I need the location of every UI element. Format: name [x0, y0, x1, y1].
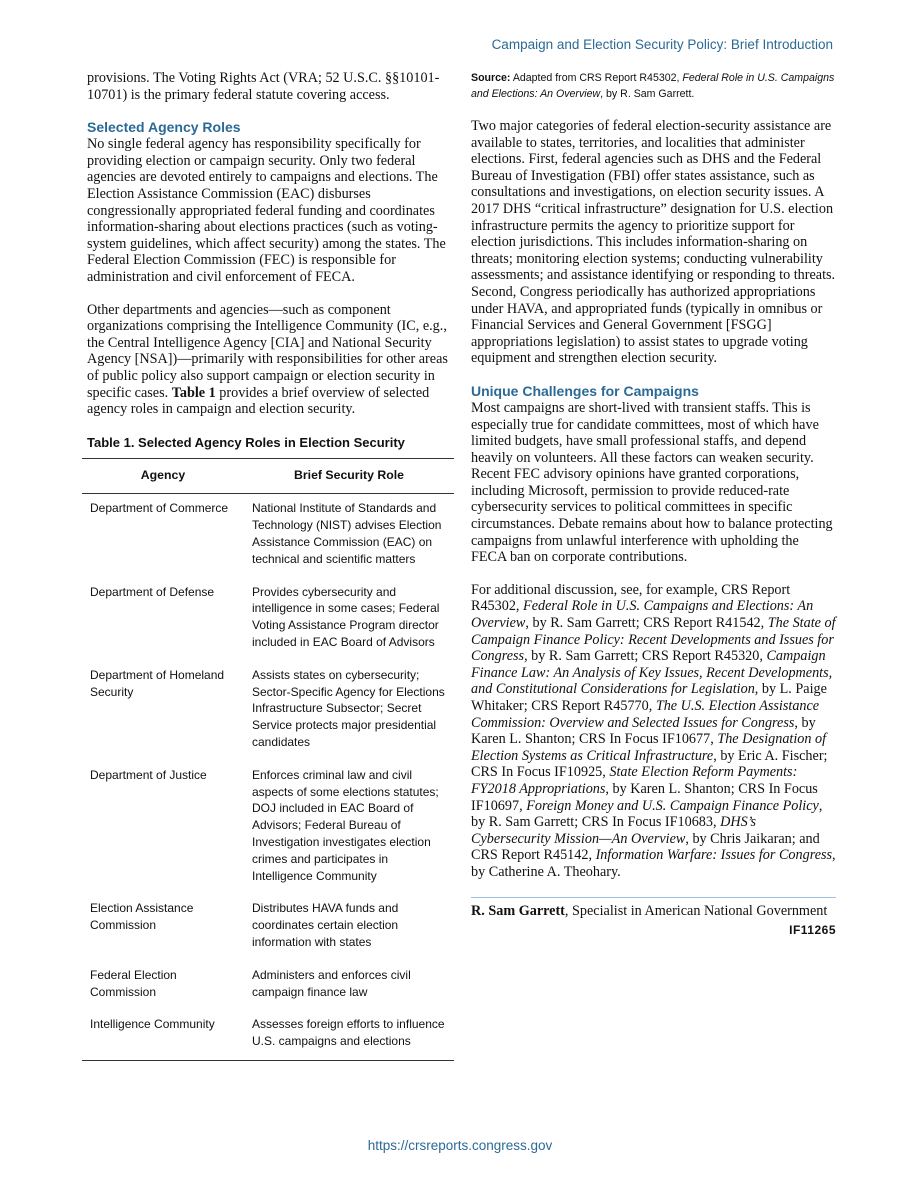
- reference-title: State Election Reform Payments: FY2018 Appropriations: [471, 764, 798, 797]
- table-source-note: [471, 70, 836, 102]
- reference-text: , by R. Sam Garrett; CRS Report R45320,: [524, 648, 767, 665]
- agency-cell: Election Assistance Commission: [90, 901, 194, 933]
- table-row: [82, 1016, 454, 1060]
- table-caption: Table 1. Selected Agency Roles in Election Security: [87, 434, 405, 450]
- source-author: , by R. Sam Garrett.: [600, 88, 695, 100]
- reference-text: , by R. Sam Garrett; CRS In Focus IF10683,: [471, 797, 823, 831]
- section-heading-challenges: Unique Challenges for Campaigns: [471, 382, 699, 399]
- role-cell: Assists states on cybersecurity; Sector-Specific Agency for Elections Infrastructure Subsector; Secret Service protects major presidential candidates: [252, 667, 445, 750]
- agency-cell: Federal Election Commission: [90, 967, 177, 999]
- source-title: Federal Role in U.S. Campaigns and Elections: An Overview: [471, 72, 835, 100]
- reference-title: The State of Campaign Finance Policy: Recent Developments and Issues for Congress: [471, 615, 836, 665]
- reference-text: , by Karen L. Shanton; CRS In Focus IF10677,: [471, 714, 816, 748]
- paragraph-text: provides a brief overview of selected agency roles in campaign and election security.: [87, 384, 430, 418]
- intro-paragraph: provisions. The Voting Rights Act (VRA; 52 U.S.C. §§10101-10701) is the primary federal statute covering access.: [87, 70, 440, 103]
- role-cell: Provides cybersecurity and intelligence in some cases; Federal Voting Assistance Program director included in EAC Board of Advisors: [252, 584, 440, 650]
- agency-cell: Department of Defense: [90, 584, 215, 599]
- role-cell: Administers and enforces civil campaign finance law: [252, 967, 411, 999]
- agency-roles-table: [82, 458, 454, 1061]
- role-cell: Distributes HAVA funds and coordinates certain election information with states: [252, 901, 399, 950]
- reference-text: , by Catherine A. Theohary.: [471, 847, 836, 880]
- reference-text: , by Chris Jaikaran; and CRS Report R45142,: [471, 830, 820, 864]
- reference-text: , by Karen L. Shanton; CRS In Focus IF10697,: [471, 780, 818, 814]
- section-heading-agency-roles: Selected Agency Roles: [87, 119, 241, 136]
- paragraph-text: Other departments and agencies—such as component organizations comprising the Intelligence Community (IC, e.g., the Central Intelligence Agency [CIA] and National Security Agency [NSA])—primarily with responsibilities for other areas of public policy also support campaign or election security in specific cases.: [87, 301, 448, 401]
- table-row: [82, 767, 454, 901]
- challenges-paragraph: Most campaigns are short-lived with transient staffs. This is especially true for candidate committees, most of which have limited budgets, have small professional staffs, and depend heavily on volunteers. All these factors can weaken security. Recent FEC advisory opinions have granted corporations, including Microsoft, permission to provide reduced-rate cybersecurity services to political committees in specific circumstances. Debate remains about how to balance protecting campaigns from unlawful interference with upholding the FECA ban on corporate contributions.: [471, 399, 833, 566]
- role-cell: Enforces criminal law and civil aspects of some elections statutes; DOJ included in EAC Board of Advisors; Federal Bureau of Investigation investigates election crimes and participates in Intelligence Community: [252, 767, 439, 883]
- left-column: [87, 70, 454, 1061]
- source-label: Source:: [471, 72, 511, 84]
- footer-url[interactable]: https://crsreports.congress.gov: [367, 1138, 553, 1153]
- column-header-agency: Agency: [82, 458, 244, 494]
- role-cell: National Institute of Standards and Technology (NIST) advises Election Assistance Commission (EAC) on technical and scientific matters: [252, 501, 442, 566]
- table-row: [82, 494, 454, 584]
- table-row: [82, 967, 454, 1017]
- reference-text: , by R. Sam Garrett; CRS Report R41542,: [525, 615, 768, 632]
- author-title: , Specialist in American National Government: [564, 902, 828, 919]
- source-text: Adapted from CRS Report R45302,: [512, 72, 680, 84]
- author-divider: [471, 897, 836, 898]
- reference-title: Information Warfare: Issues for Congress: [595, 847, 833, 864]
- table-row: [82, 584, 454, 667]
- column-header-role: Brief Security Role: [244, 458, 454, 494]
- author-name: R. Sam Garrett: [471, 902, 565, 919]
- role-cell: Assesses foreign efforts to influence U.S. campaigns and elections: [252, 1017, 445, 1049]
- agency-cell: Department of Homeland Security: [90, 667, 225, 699]
- reference-title: DHS’s Cybersecurity Mission—An Overview: [471, 814, 757, 847]
- agency-roles-paragraph: No single federal agency has responsibility specifically for providing election or campaign security. Only two federal agencies are devoted entirely to campaigns and elections. The Election Assistance Commission (EAC) disburses congressionally appropriated federal funding and coordinates information-sharing about elections practices (such as voting-system guidelines, which affect security) among the states. The Federal Election Commission (FEC) is responsible for administration and civil enforcement of FECA.: [87, 136, 446, 285]
- agency-cell: Intelligence Community: [90, 1017, 215, 1032]
- reference-title: Campaign Finance Law: An Analysis of Key Issues, Recent Developments, and Constitutional Considerations for Legislation: [471, 648, 833, 698]
- reference-title: The U.S. Election Assistance Commission: Overview and Selected Issues for Congress: [471, 698, 820, 731]
- reference-title: Foreign Money and U.S. Campaign Finance Policy: [526, 797, 819, 814]
- table-row: [82, 667, 454, 767]
- other-agencies-paragraph: [87, 302, 454, 418]
- reference-text: , by L. Paige Whitaker; CRS Report R45770,: [471, 681, 827, 714]
- document-code: IF11265: [789, 923, 836, 938]
- reference-text: For additional discussion, see, for example, CRS Report R45302,: [471, 581, 791, 615]
- table-row: [82, 900, 454, 966]
- references-paragraph: [471, 582, 836, 881]
- running-header: Campaign and Election Security Policy: Brief Introduction: [491, 37, 833, 52]
- right-column: [471, 70, 836, 937]
- table-reference: Table 1: [171, 384, 216, 401]
- agency-cell: Department of Justice: [90, 767, 207, 782]
- agency-cell: Department of Commerce: [90, 501, 229, 516]
- author-line: [471, 903, 836, 920]
- reference-text: , by Eric A. Fischer; CRS In Focus IF10925,: [471, 747, 828, 781]
- table-header-row: [82, 458, 454, 494]
- reference-title: Federal Role in U.S. Campaigns and Elections: An Overview: [471, 598, 814, 632]
- assistance-paragraph: Two major categories of federal election-security assistance are available to states, territories, and localities that administer elections. First, federal agencies such as DHS and the Federal Bureau of Investigation (FBI) offer states assistance, such as consultations and investigations, on election security issues. A 2017 DHS “critical infrastructure” designation for U.S. election infrastructure permits the agency to prioritize support for election jurisdictions. This includes information-sharing on threats; monitoring election systems; conducting vulnerability assessments; and assistance identifying or responding to threats. Second, Congress periodically has authorized appropriations under HAVA, and appropriated funds (typically in omnibus or Financial Services and General Government [FSGG] appropriations legislation) to assist states to upgrade voting equipment and strengthen election security.: [471, 118, 836, 367]
- reference-title: The Designation of Election Systems as Critical Infrastructure: [471, 731, 827, 764]
